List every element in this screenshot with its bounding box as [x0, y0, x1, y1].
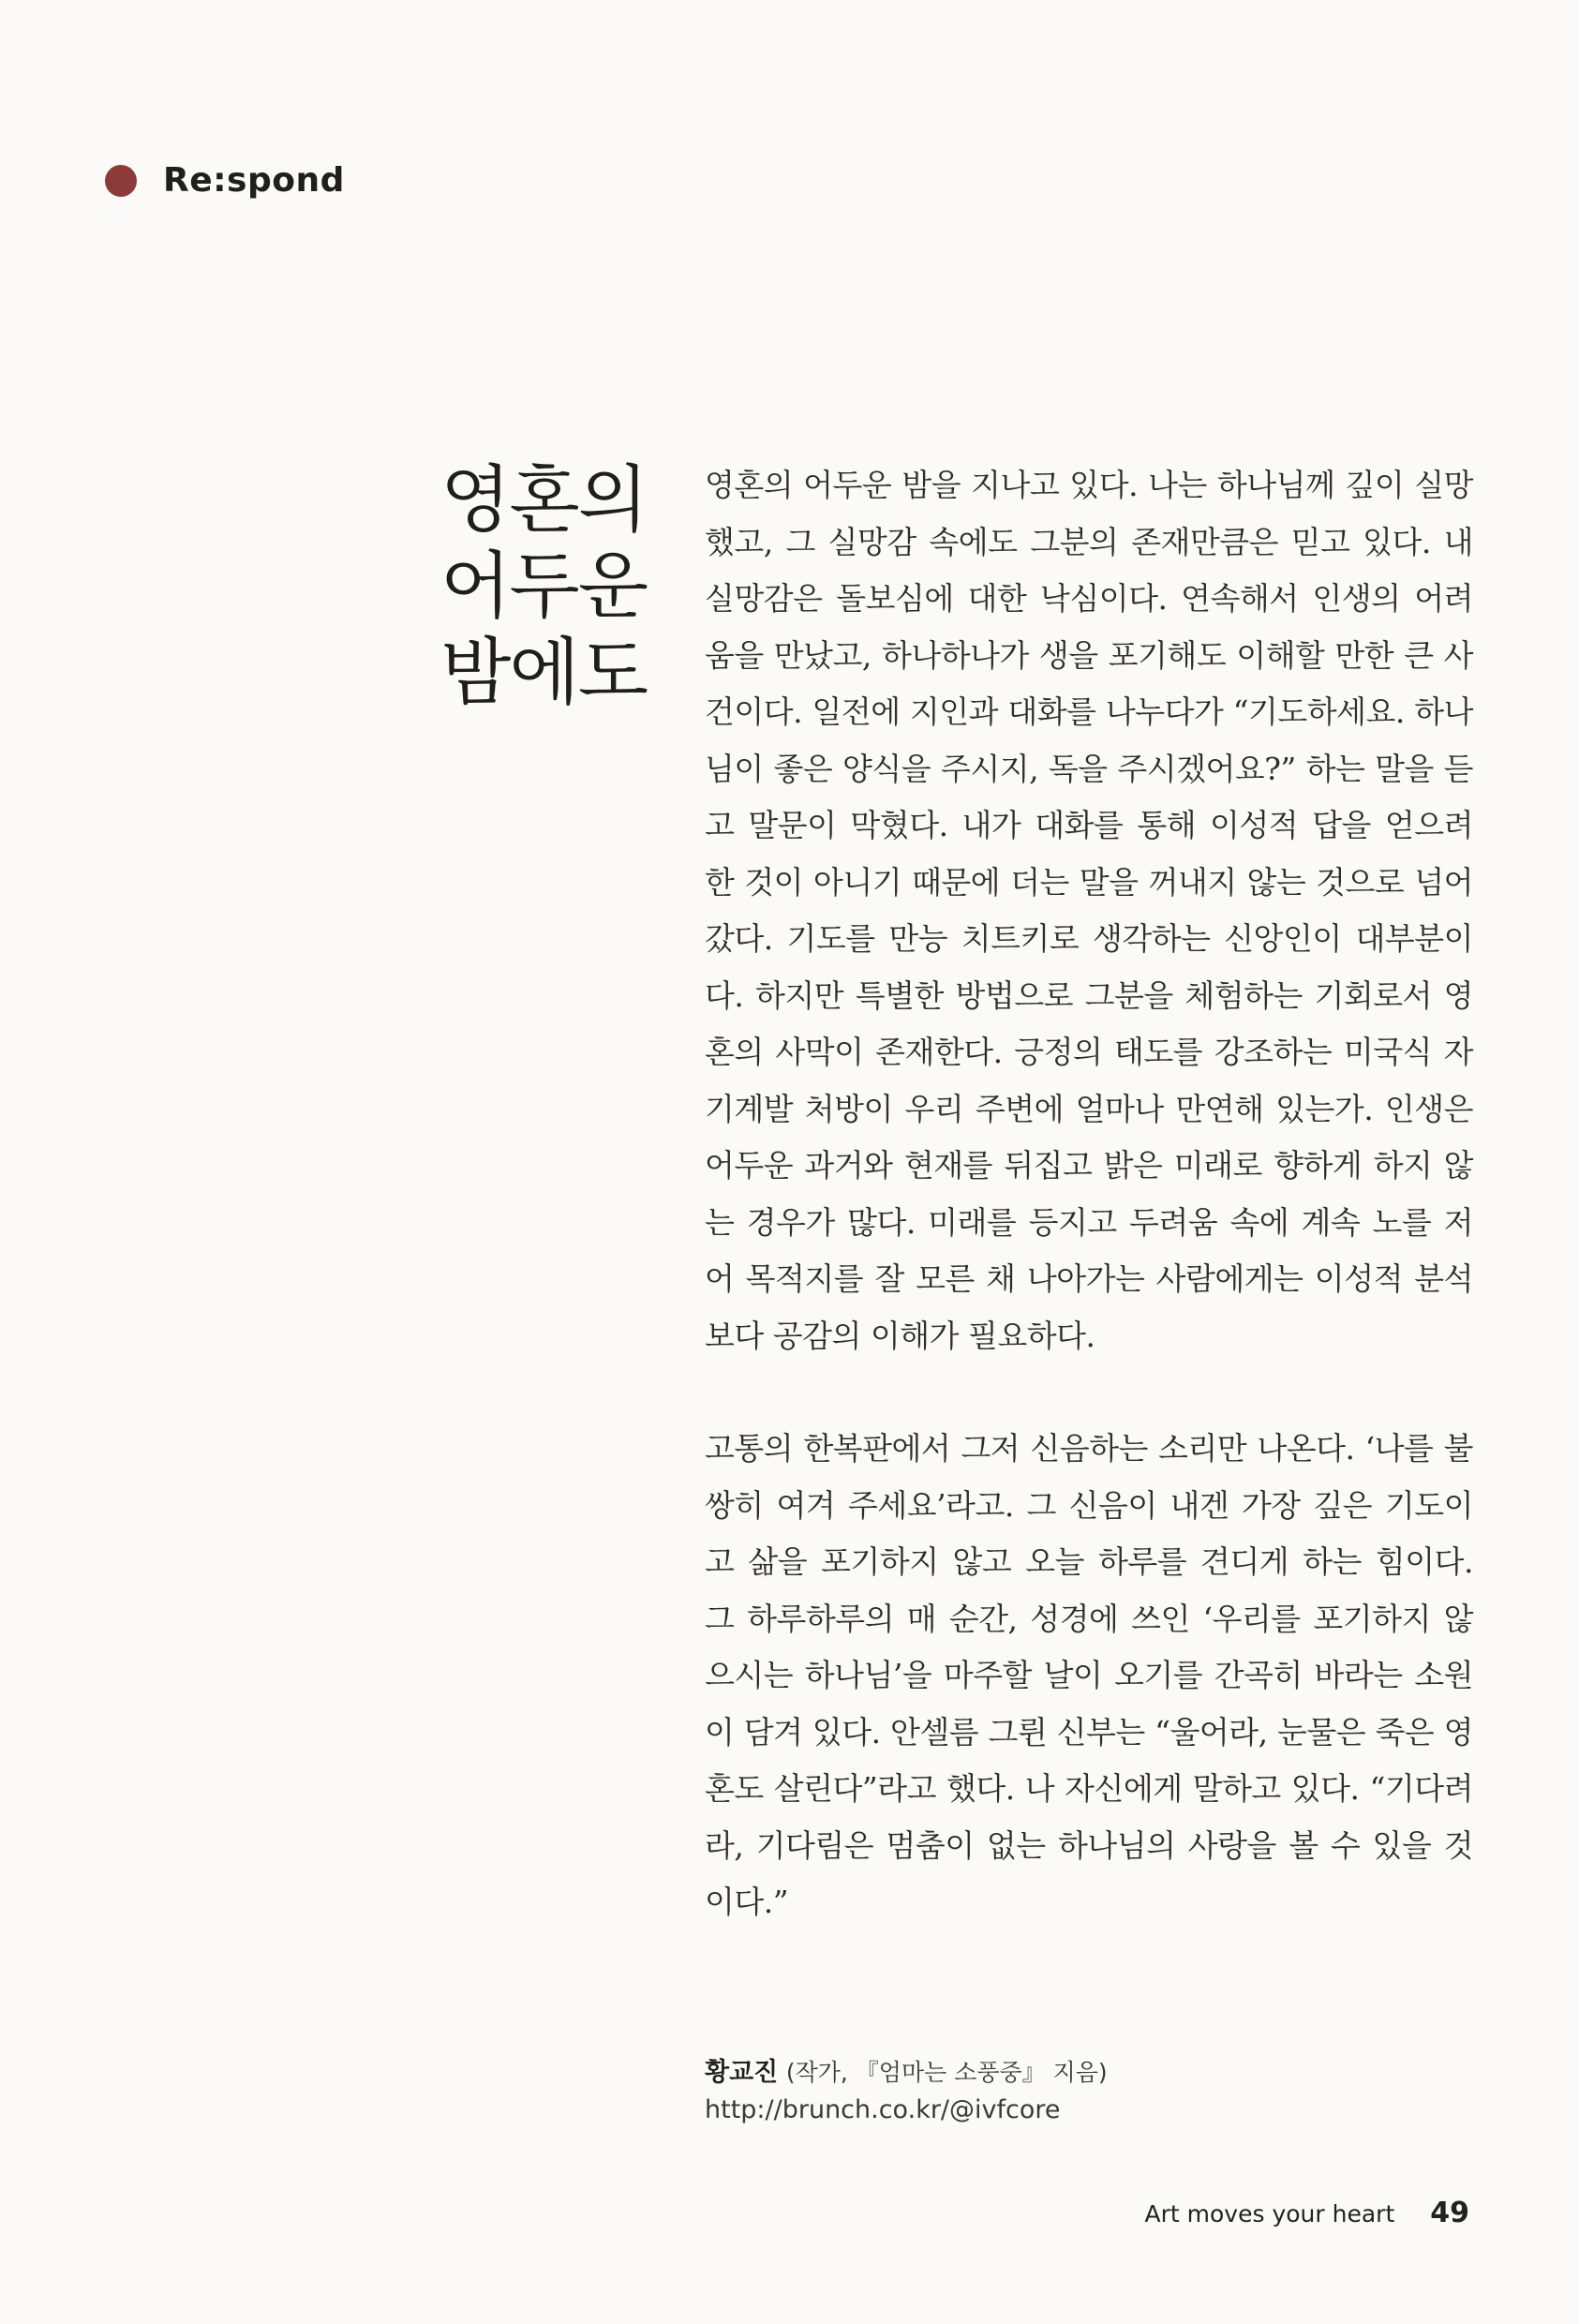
- section-tag: [105, 161, 345, 200]
- author-description: (작가, 『엄마는 소풍중』 지음): [785, 2059, 1108, 2086]
- author-link[interactable]: http://brunch.co.kr/@ivfcore: [705, 2095, 1061, 2124]
- author-credit: [705, 2054, 1108, 2129]
- article-body: [705, 457, 1473, 1931]
- section-label: Re:spond: [163, 161, 345, 200]
- title-line: 어두운: [440, 544, 648, 629]
- article-title: [440, 457, 656, 716]
- page-number: 49: [1430, 2197, 1469, 2229]
- author-line: [705, 2054, 1108, 2092]
- title-line: 영혼의: [440, 458, 648, 543]
- footer-tagline: Art moves your heart: [1144, 2200, 1395, 2227]
- body-paragraph: 고통의 한복판에서 그저 신음하는 소리만 나온다. ‘나를 불쌍히 여겨 주세요’라고. 그 신음이 내겐 가장 깊은 기도이고 삶을 포기하지 않고 오늘 하루를 견디게 하는 힘이다. 그 하루하루의 매 순간, 성경에 쓰인 ‘우리를 포기하지 않으시는 하나님’을 마주할 날이 오기를 간곡히 바라는 소원이 담겨 있다. 안셀름 그륀 신부는 “울어라, 눈물은 죽은 영혼도 살린다”라고 했다. 나 자신에게 말하고 있다. “기다려라, 기다림은 멈춤이 없는 하나님의 사랑을 볼 수 있을 것이다.”: [705, 1430, 1473, 1920]
- section-bullet-icon: [105, 165, 137, 197]
- page-footer: [1145, 2197, 1469, 2229]
- title-line: 밤에도: [440, 631, 648, 715]
- author-name: 황교진: [705, 2058, 779, 2087]
- body-paragraph: 영혼의 어두운 밤을 지나고 있다. 나는 하나님께 깊이 실망했고, 그 실망감 속에도 그분의 존재만큼은 믿고 있다. 내 실망감은 돌보심에 대한 낙심이다. 연속해서 인생의 어려움을 만났고, 하나하나가 생을 포기해도 이해할 만한 큰 사건이다. 일전에 지인과 대화를 나누다가 “기도하세요. 하나님이 좋은 양식을 주시지, 독을 주시겠어요?” 하는 말을 듣고 말문이 막혔다. 내가 대화를 통해 이성적 답을 얻으려 한 것이 아니기 때문에 더는 말을 꺼내지 않는 것으로 넘어갔다. 기도를 만능 치트키로 생각하는 신앙인이 대부분이다. 하지만 특별한 방법으로 그분을 체험하는 기회로서 영혼의 사막이 존재한다. 긍정의 태도를 강조하는 미국식 자기계발 처방이 우리 주변에 얼마나 만연해 있는가. 인생은 어두운 과거와 현재를 뒤집고 밝은 미래로 향하게 하지 않는 경우가 많다. 미래를 등지고 두려움 속에 계속 노를 저어 목적지를 잘 모른 채 나아가는 사람에게는 이성적 분석보다 공감의 이해가 필요하다.: [705, 467, 1473, 1354]
